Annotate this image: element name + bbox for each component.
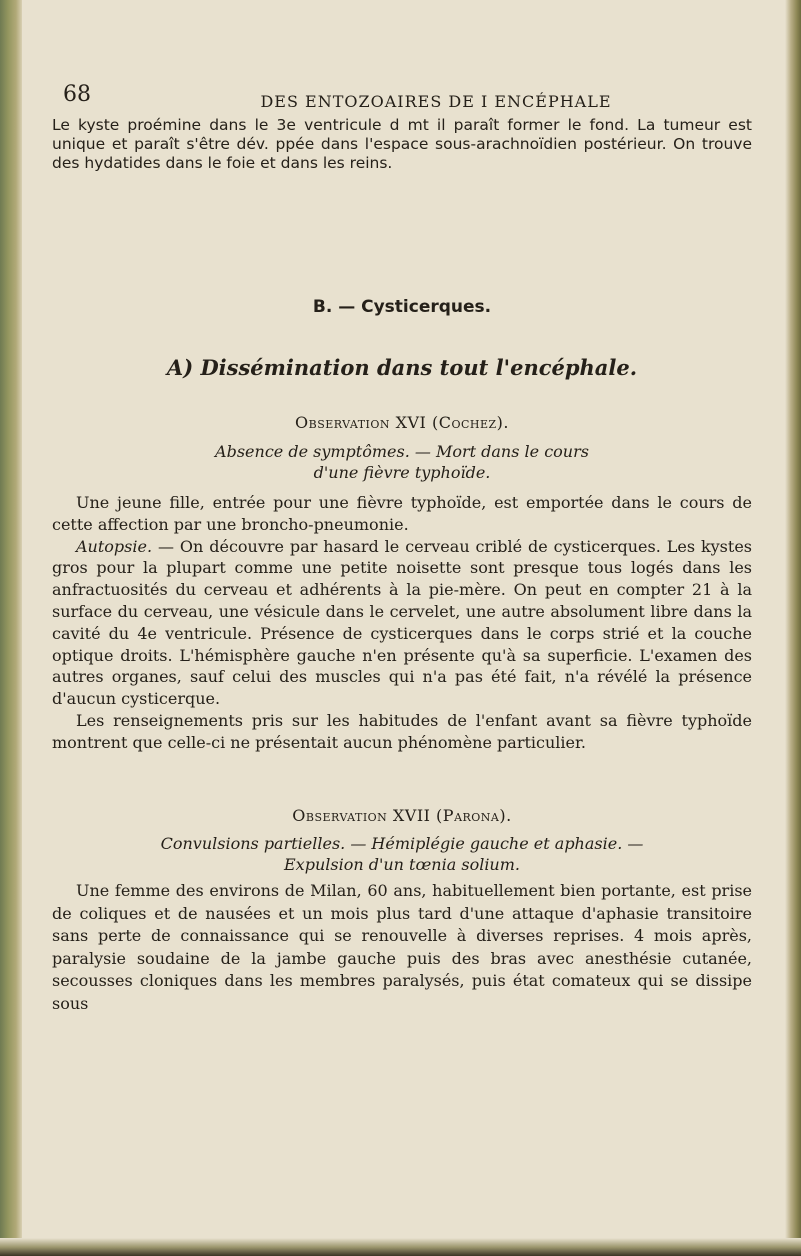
page-right-edge bbox=[785, 0, 801, 1256]
observation-17-paragraph-1: Une femme des environs de Milan, 60 ans, habituellement bien portante, est prise de coliques et de nausées et un mois plus tard d'une attaque d'aphasie transitoire sans perte de connaissance qui se renouvelle à diverses reprises. 4 mois après, paralysie soudaine de la jambe gauche puis des bras avec anesthésie cutanée, secousses cloniques dans les membres paralysés, puis état comateux qui se dissipe sous bbox=[52, 881, 752, 1013]
page-bottom-edge bbox=[0, 1238, 801, 1256]
intro-paragraph: Le kyste proémine dans le 3e ventricule d mt il paraît former le fond. La tumeur est unique et paraît s'être dév. ppée dans l'espace sous-arachnoïdien postérieur. On trouve des hydatides dans le foie et dans les reins. bbox=[52, 116, 752, 172]
observation-16-paragraph-1: Une jeune fille, entrée pour une fièvre typhoïde, est emportée dans le cours de cette affection par une broncho-pneumonie. bbox=[52, 493, 752, 534]
observation-16-body bbox=[52, 492, 752, 754]
observation-16-subtitle-line2: d'une fièvre typhoïde. bbox=[313, 463, 491, 482]
observation-16-title: Observation XVI (Cochez). bbox=[295, 413, 509, 432]
observation-16-subtitle-line1: Absence de symptômes. — Mort dans le cours bbox=[215, 442, 589, 461]
autopsy-label: Autopsie. bbox=[76, 536, 153, 556]
observation-17-subtitle-line1: Convulsions partielles. — Hémiplégie gauche et aphasie. — bbox=[160, 834, 644, 853]
subsection-heading-dissemination: A) Dissémination dans tout l'encéphale. bbox=[166, 355, 638, 380]
observation-17-subtitle bbox=[52, 833, 752, 875]
observation-16-paragraph-3: Les renseignements pris sur les habitudes de l'enfant avant sa fièvre typhoïde montrent que celle-ci ne présentait aucun phénomène particulier. bbox=[52, 710, 752, 752]
book-binding-edge bbox=[0, 0, 22, 1256]
observation-16-paragraph-2 bbox=[52, 536, 752, 710]
observation-17-body bbox=[52, 880, 752, 1015]
observation-16-autopsy-text: — On découvre par hasard le cerveau criblé de cysticerques. Les kystes gros pour la plupart comme une petite noisette sont presque tous logés dans les anfractuosités du cerveau et adhérents à la pie-mère. On peut en compter 21 à la surface du cerveau, une vésicule dans le cervelet, une autre absolument libre dans la cavité du 4e ventricule. Présence de cysticerques dans le corps strié et la couche optique droits. L'hémisphère gauche n'en présente qu'à sa superficie. L'examen des autres organes, sauf celui des muscles qui n'a pas été fait, n'a révélé la présence d'aucun cysticerque. bbox=[52, 536, 752, 709]
observation-17-subtitle-line2: Expulsion d'un tœnia solium. bbox=[284, 855, 520, 874]
section-heading-cysticerques: B. — Cysticerques. bbox=[312, 297, 492, 317]
running-head: DES ENTOZOAIRES DE I ENCÉPHALE bbox=[260, 92, 612, 111]
observation-17-title: Observation XVII (Parona). bbox=[292, 806, 512, 825]
page-number: 68 bbox=[63, 82, 91, 107]
observation-16-subtitle bbox=[52, 441, 752, 483]
